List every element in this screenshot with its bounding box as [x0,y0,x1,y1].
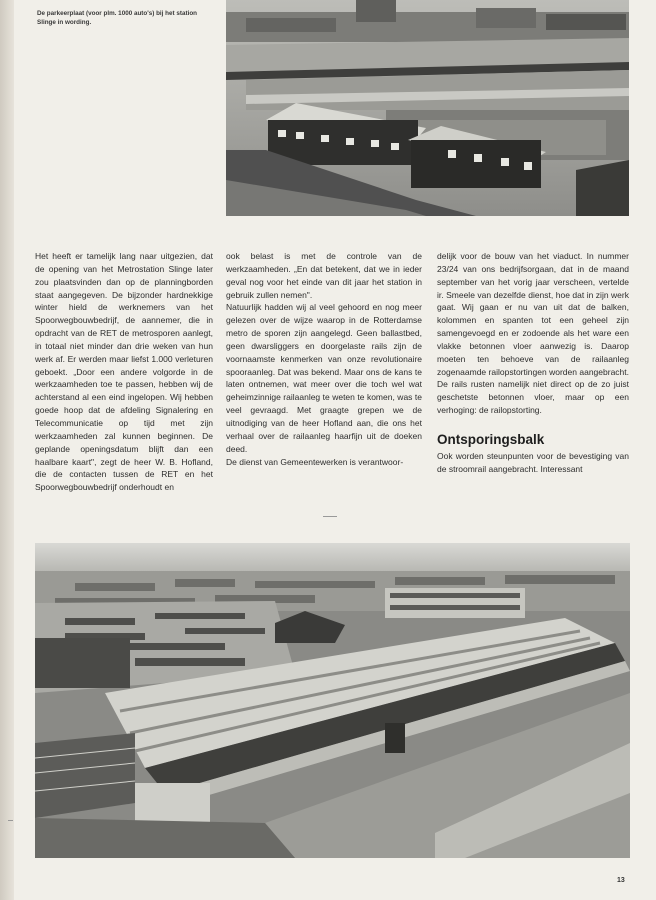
divider [323,516,337,517]
paragraph: Het heeft er tamelijk lang naar uitgezien, dat de opening van het Metrostation Slinge later zou plaatsvinden dan op de planningborden staat aangegeven. De bijzonder hardnekkige winter hield de werknemers van het Spoorwegbouwbedrijf, de aannemer, die in opdracht van de RET de metrosporen aanlegt, in totaal niet minder dan drie weken van hun werk af. Er werden maar liefst 1.000 verleturen geboekt. „Door een andere volgorde in de werkzaamheden toe te passen, hebben wij de achterstand al een eind ingelopen. Wij hebben goede hoop dat de afdeling Signalering en Telecommunicatie op tijd met zijn werkzaamheden zal kunnen beginnen. De geplande openingsdatum blijft dan een haalbare kaart", zegt de heer W. B. Hofland, die de contacten tussen de RET en het Spoorwegbouwbedrijf onderhoudt en [35,251,213,493]
text-column-3 [437,250,629,476]
text-column-1 [35,250,213,494]
photo-caption: De parkeerplaat (voor plm. 1000 auto's) bij het station Slinge in wording. [37,10,198,26]
section-heading: Ontsporingsbalk [437,431,545,447]
paragraph: De dienst van Gemeentewerken is verantwoor- [226,456,404,467]
paragraph: Natuurlijk hadden wij al veel gehoord en nog meer gelezen over de wijze waarop in de Rotterdamse metro de sporen zijn aangelegd. Geen ballastbed, geen dwarsliggers en doorgelaste rails zijn de voornaamste kenmerken van onze revolutionaire spooraanleg. Dat was bekend. Maar ons de kans te laten ontnemen, wat meer over die toch wel wat geheimzinnige railaanleg te weten te komen, was te veel gevraagd. Met graagte grepen we de uitnodiging van de heer Hofland aan, die ons het verhaal over de railaanleg haarfijn uit de doeken deed. [226,302,422,454]
parking-deck-photo [226,0,629,216]
page-binding-edge [0,0,14,900]
margin-mark [8,820,13,821]
paragraph: ook belast is met de controle van de werkzaamheden. „En dat betekent, dat we in ieder geval nog voor het einde van dit jaar het station in gebruik zullen nemen". [226,251,422,300]
station-aerial-photo [35,543,630,858]
text-column-2 [226,250,422,468]
paragraph: Ook worden steunpunten voor de bevestiging van de stroomrail aangebracht. Interessant [437,450,629,474]
page-number: 13 [617,877,625,884]
paragraph: delijk voor de bouw van het viaduct. In nummer 23/24 van ons bedrijfsorgaan, dat in de maand september van het vorig jaar verscheen, vertelde ir. Smeele van dezelfde dienst, hoe dat in zijn werk gaat. Wij gaan er nu van uit dat de balken, kolommen en spanten tot een geheel zijn samengevoegd en er zodoende als het ware een vlakke betonnen vloer aanwezig is. Daarop moeten ten behoeve van de railaanleg zogenaamde railopstortingen worden aangebracht. De rails rusten namelijk niet direct op de zo juist geschetste betonnen vloer, maar op een verhoging: de railopstorting. [437,251,629,416]
